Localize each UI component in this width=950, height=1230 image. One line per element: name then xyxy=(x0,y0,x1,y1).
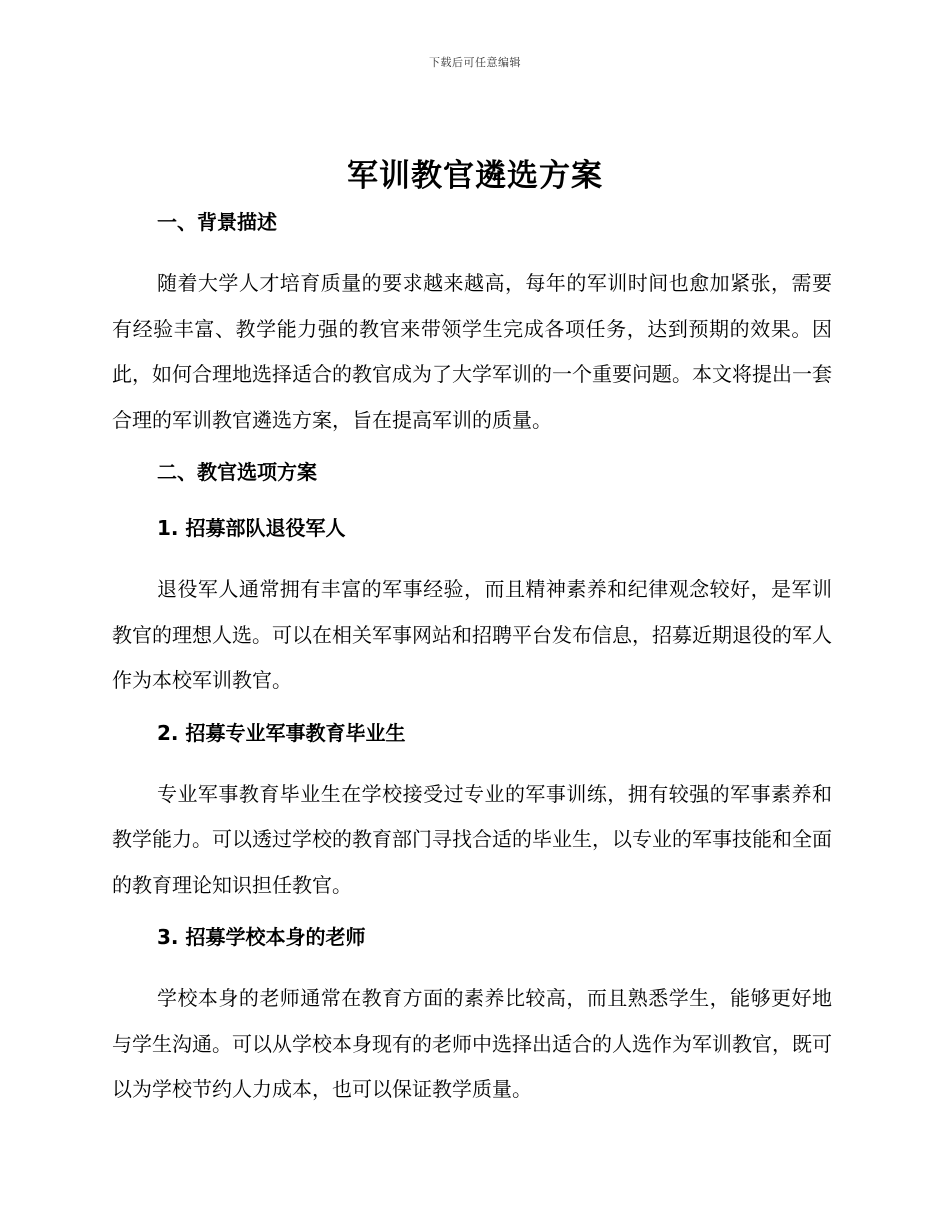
document-body xyxy=(112,205,832,1113)
document-title: 军训教官遴选方案 xyxy=(347,158,603,194)
header-note: 下载后可任意编辑 xyxy=(429,56,521,69)
paragraph-background: 随着大学人才培育质量的要求越来越高，每年的军训时间也愈加紧张，需要有经验丰富、教学能力强的教官来带领学生完成各项任务，达到预期的效果。因此，如何合理地选择适合的教官成为了大学军训的一个重要问题。本文将提出一套合理的军训教官遴选方案，旨在提高军训的质量。 xyxy=(112,271,832,432)
paragraph-option-2: 专业军事教育毕业生在学校接受过专业的军事训练，拥有较强的军事素养和教学能力。可以透过学校的教育部门寻找合适的毕业生，以专业的军事技能和全面的教育理论知识担任教官。 xyxy=(112,781,832,897)
paragraph-option-1: 退役军人通常拥有丰富的军事经验，而且精神素养和纪律观念较好，是军训教官的理想人选。可以在相关军事网站和招聘平台发布信息，招募近期退役的军人作为本校军训教官。 xyxy=(112,577,832,692)
paragraph-option-3: 学校本身的老师通常在教育方面的素养比较高，而且熟悉学生，能够更好地与学生沟通。可以从学校本身现有的老师中选择出适合的人选作为军训教官，既可以为学校节约人力成本，也可以保证教学质量。 xyxy=(112,986,832,1101)
subheading-option-2: 2. 招募专业军事教育毕业生 xyxy=(157,720,406,745)
subheading-option-1: 1. 招募部队退役军人 xyxy=(157,516,346,540)
section-heading-background: 一、背景描述 xyxy=(157,210,277,234)
subheading-option-3: 3. 招募学校本身的老师 xyxy=(157,925,366,949)
section-heading-options: 二、教官选项方案 xyxy=(157,460,317,484)
